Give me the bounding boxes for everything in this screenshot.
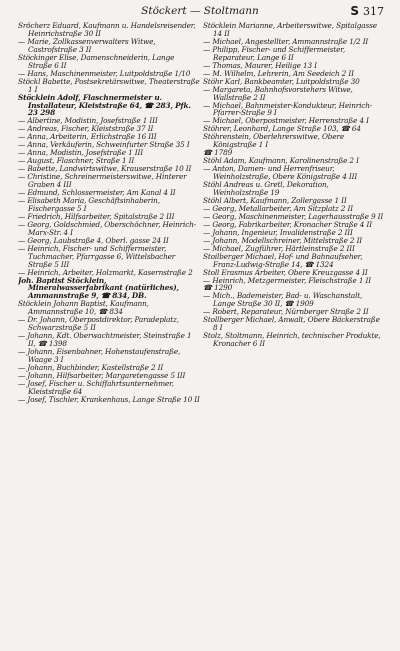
directory-entry: — Michael, Angestellter, Ammannstraße 1/2 II bbox=[203, 36, 369, 46]
directory-entry: Stöcklein Johann Baptist, Kaufmann, Ammannstraße 10, ☎ 834 bbox=[18, 299, 149, 317]
directory-entry: — Johann, Buchbinder, Kastellstraße 2 II bbox=[18, 362, 164, 372]
right-column bbox=[203, 22, 385, 647]
directory-entry: — Friedrich, Hilfsarbeiter, Spitalstraße 2 III bbox=[18, 211, 175, 221]
page-number: 317 bbox=[363, 5, 384, 18]
directory-entry: — Johann, Eisenbahner, Hohenstaufenstraße, Waage 3 I bbox=[18, 347, 181, 365]
section-letter: S bbox=[350, 4, 359, 18]
directory-entry: — Josef, Tischler, Krankenhaus, Lange Straße 10 II bbox=[18, 394, 200, 404]
directory-entry: — Georg, Laubstraße 4, Oberl. gasse 24 II bbox=[18, 235, 169, 245]
directory-entry: Joh. Baptist Stöcklein, Mineralwasserfabrikant (natürliches), Ammannstraße 9, ☎ 834, DB. bbox=[18, 275, 179, 301]
directory-entry: — Robert, Reparateur, Nürnberger Straße 2 II bbox=[203, 307, 369, 317]
directory-entry: — Mich., Bademeister, Bad- u. Waschanstalt, Lange Straße 30 II, ☎ 1909 bbox=[203, 291, 363, 309]
directory-entry: Stöhr Karl, Bankbeamter, Luitpoldstraße 30 bbox=[203, 76, 360, 86]
left-column bbox=[18, 22, 200, 647]
directory-entry: — Heinrich, Fischer- und Schiffermeister, Tuchmacher, Pfarrgasse 6, Wittelsbacher Straße 5 III bbox=[18, 243, 176, 269]
directory-entry: Stöcklein Marianne, Arbeiterswitwe, Spitalgasse 14 II bbox=[203, 22, 377, 38]
directory-entry: — Johann, Ingenieur, Invalidenstraße 2 III bbox=[203, 227, 353, 237]
directory-entry: — Georg, Metallarbeiter, Am Sitzplatz 2 II bbox=[203, 203, 353, 213]
directory-entry: — Johann, Hilfsarbeiter, Margaretengasse 5 III bbox=[18, 370, 186, 380]
directory-entry: Stoll Erasmus Arbeiter, Obere Kreuzgasse 4 II bbox=[203, 267, 368, 277]
directory-entry: Stöhl Albert, Kaufmann, Zollergasse 1 II bbox=[203, 195, 347, 205]
directory-entry: — Thomas, Maurer, Heilige 13 I bbox=[203, 60, 317, 70]
directory-entry: — Michael, Bahnmeister-Kondukteur, Heinrich-Pfarrer-Straße 9 I bbox=[203, 100, 373, 118]
directory-entry: Stöckinger Elise, Damenschneiderin, Lange Straße 6 II bbox=[18, 52, 175, 70]
directory-entry: ☎ 1290 bbox=[203, 283, 233, 293]
directory-entry: — Philipp, Fischer- und Schiffermeister, Reparateur, Lange 6 II bbox=[203, 44, 346, 62]
directory-entry: — Albertine, Modistin, Josefstraße 1 III bbox=[18, 116, 158, 126]
directory-entry: Stoilberger Michael, Hof- und Bahnaufseher, Franz-Ludwig-Straße 14, ☎ 1324 bbox=[203, 251, 363, 269]
directory-entry: — August, Flaschner, Straße 1 II bbox=[18, 156, 135, 166]
directory-entry: — Georg, Goldschmied, Oberschöchner, Heinrich-Marx-Str. 4 I bbox=[18, 219, 196, 237]
directory-entry: Stöcklein Adolf, Flaschnermeister u. Installateur, Kleiststraße 64, ☎ 283, Pfk. 23 298 bbox=[18, 92, 191, 118]
directory-entry: — Anna, Modistin, Josefstraße 1 III bbox=[18, 148, 143, 158]
directory-entry: — Josef, Fischer u. Schiffahrtsunternehmer, Kleiststraße 64 bbox=[18, 378, 174, 396]
directory-entry: — Andreas, Fischer, Kleiststraße 37 II bbox=[18, 124, 154, 134]
directory-entry: — Christine, Schreinermeisterswitwe, Hinterer Graben 4 III bbox=[18, 172, 187, 190]
directory-entry: — Anna, Arbeiterin, Erlichstraße 16 III bbox=[18, 132, 157, 142]
directory-entry: — Georg, Fabrikarbeiter, Kronacher Straße 4 II bbox=[203, 219, 372, 229]
directory-entry: — Michael, Zugführer, Härtleinstraße 2 III bbox=[203, 243, 355, 253]
directory-entry: Stöhrenstein, Oberlehrerswitwe, Obere Königstraße 1 I bbox=[203, 132, 344, 150]
directory-entry: — Elisabeth Maria, Geschäftsinhaberin, Fischergasse 5 I bbox=[18, 195, 160, 213]
directory-entry: — Anna, Verkäuferin, Schweinfurter Straße 35 I bbox=[18, 140, 190, 150]
directory-entry: Stöhl Andreas u. Gretl, Dekoration, Weinholzstraße 19 bbox=[203, 180, 329, 198]
page-header bbox=[0, 4, 400, 20]
directory-entry: Stolz, Stoltmann, Heinrich, technischer Produkte, Kronacher 6 II bbox=[203, 331, 381, 349]
directory-entry: — Edmund, Schlossermeister, Am Kanal 4 II bbox=[18, 188, 176, 198]
directory-entry: Stöckl Babette, Postsekretärswitwe, Theaterstraße 1 I bbox=[18, 76, 200, 94]
directory-entry: — Hans, Maschinenmeister, Luitpoldstraße 1/10 bbox=[18, 68, 191, 78]
directory-entry: Stöhl Adam, Kaufmann, Karolinenstraße 2 I bbox=[203, 156, 359, 166]
directory-entry: — Dr. Johann, Oberpostdirektor, Paradeplatz, Schwarzstraße 5 II bbox=[18, 315, 179, 333]
directory-entry: — Marie, Zollkassenverwalters Witwe, Castrofstraße 3 II bbox=[18, 36, 156, 54]
directory-entry: — Johann, Kdt. Oberwachtmeister, Steinstraße 1 II, ☎ 1398 bbox=[18, 331, 192, 349]
directory-entry: — Anton, Damen- und Herrenfriseur, Weinholzstraße, Obere Königstraße 4 III bbox=[203, 164, 358, 182]
running-title: Stöckert — Stoltmann bbox=[141, 5, 259, 17]
directory-entry: Stöhrer, Leonhard, Lange Straße 103, ☎ 64 bbox=[203, 124, 361, 134]
directory-entry: — M. Wilhelm, Lehrerin, Am Seedeich 2 II bbox=[203, 68, 354, 78]
directory-entry: Sröcherz Eduard, Kaufmann u. Handelsreisender, Heinrichstraße 30 II bbox=[18, 22, 196, 38]
directory-entry: ☎ 1789 bbox=[203, 148, 233, 158]
directory-entry: — Heinrich, Arbeiter, Holzmarkt, Kasernstraße 2 bbox=[18, 267, 193, 277]
directory-entry: — Babette, Landwirtswitwe, Krauserstraße 10 II bbox=[18, 164, 192, 174]
directory-entry: — Margareta, Bahnhofsvorstehers Witwe, Wallstraße 2 II bbox=[203, 84, 353, 102]
directory-entry: Stollberger Michael, Anwalt, Obere Bäckerstraße 8 I bbox=[203, 315, 380, 333]
page-marker bbox=[350, 4, 384, 18]
directory-entry: — Michael, Oberpostmeister, Herrenstraße 4 I bbox=[203, 116, 369, 126]
directory-entry: — Georg, Maschinenmeister, Lagerhausstraße 9 II bbox=[203, 211, 384, 221]
directory-entry: — Heinrich, Metzgermeister, Fleischstraße 1 II bbox=[203, 275, 371, 285]
directory-entry: — Johann, Modellschreiner, Mittelstraße 2 II bbox=[203, 235, 363, 245]
